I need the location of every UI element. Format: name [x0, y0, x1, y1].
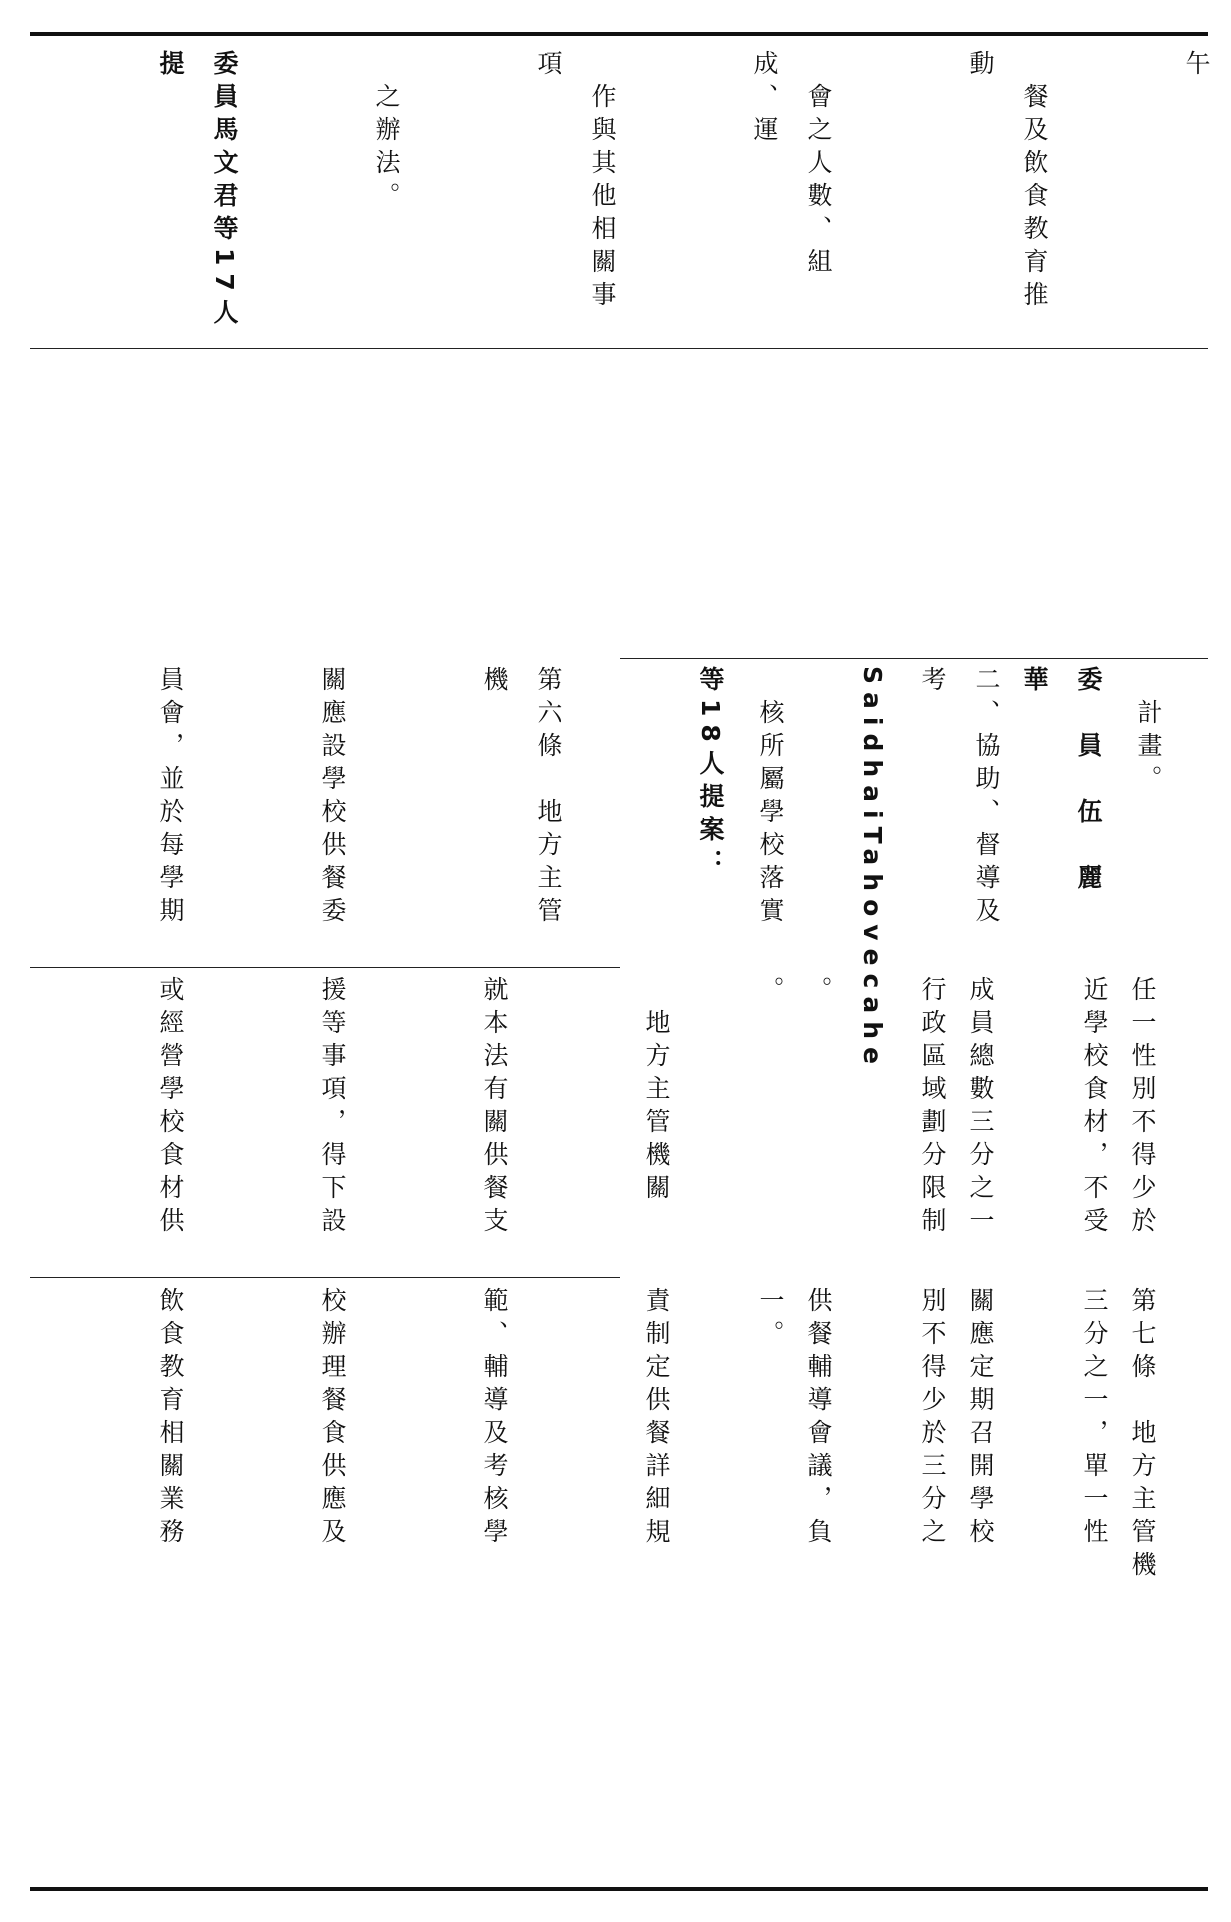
section-divider	[30, 1277, 620, 1278]
top-rule	[30, 32, 1208, 36]
text-line: 員會，並於每學期	[156, 666, 185, 930]
text-line: 或經營學校食材供	[156, 976, 185, 1240]
proposer-heading: 委員馬文君等17人提	[156, 50, 239, 332]
proposer-heading: 等18人提案：	[696, 666, 725, 882]
text-line: 。	[804, 976, 833, 1009]
text-line: 行政區域劃分限制	[918, 976, 947, 1240]
text-line: 飲食教育相關業務	[156, 1287, 185, 1551]
text-line: 別不得少於三分之	[918, 1287, 947, 1551]
text-line: 任一性別不得少於	[1128, 976, 1157, 1240]
text-line: 關應設學校供餐委	[318, 666, 347, 930]
text-line: 成員總數三分之一	[966, 976, 995, 1240]
text-line: 關應定期召開學校	[966, 1287, 995, 1551]
text-line: 援等事項，得下設	[318, 976, 347, 1240]
proposer-heading: 委 員 伍 麗 華	[1020, 666, 1103, 930]
text-line: 二、協助、督導及考	[918, 666, 1001, 930]
section-divider	[620, 658, 1208, 659]
text-line: 會之人數、組成、運	[750, 50, 833, 281]
explanation-text	[35, 50, 1231, 342]
proposer-heading: SaidhaiTahovecahe	[858, 666, 887, 1072]
text-line: 午	[1182, 50, 1211, 83]
text-line: 核所屬學校落實	[756, 666, 785, 930]
text-line: 範、輔導及考核學	[480, 1287, 509, 1551]
text-line: 就本法有關供餐支	[480, 976, 509, 1240]
text-line: 三分之一，單一性	[1080, 1287, 1109, 1551]
article-block	[635, 1287, 1215, 1877]
text-line: 一。	[756, 1287, 785, 1353]
text-line: 近學校食材，不受	[1080, 976, 1109, 1240]
text-line: 校辦理餐食供應及	[318, 1287, 347, 1551]
text-line: 之辦法。	[372, 50, 401, 215]
text-line: 供餐輔導會議，負	[804, 1287, 833, 1551]
bottom-rule	[30, 1887, 1208, 1891]
explanation-block	[35, 50, 1215, 342]
article-block	[635, 666, 1215, 1072]
section-divider	[30, 967, 620, 968]
text-line: 計畫。	[1134, 666, 1163, 798]
text-line: 作與其他相關事項	[534, 50, 617, 314]
article-block	[635, 976, 1215, 1268]
article-text	[635, 666, 1231, 1072]
text-line: 第七條 地方主管機	[1128, 1287, 1157, 1584]
text-line: 責制定供餐詳細規	[642, 1287, 671, 1551]
article-text	[635, 976, 1231, 1268]
text-line: 。	[756, 976, 785, 1009]
text-line: 第六條 地方主管機	[480, 666, 563, 930]
text-line: 地方主管機關	[642, 976, 671, 1207]
text-line: 餐及飲食教育推動	[966, 50, 1049, 314]
section-divider	[30, 348, 1208, 349]
article-text	[635, 1287, 1231, 1877]
